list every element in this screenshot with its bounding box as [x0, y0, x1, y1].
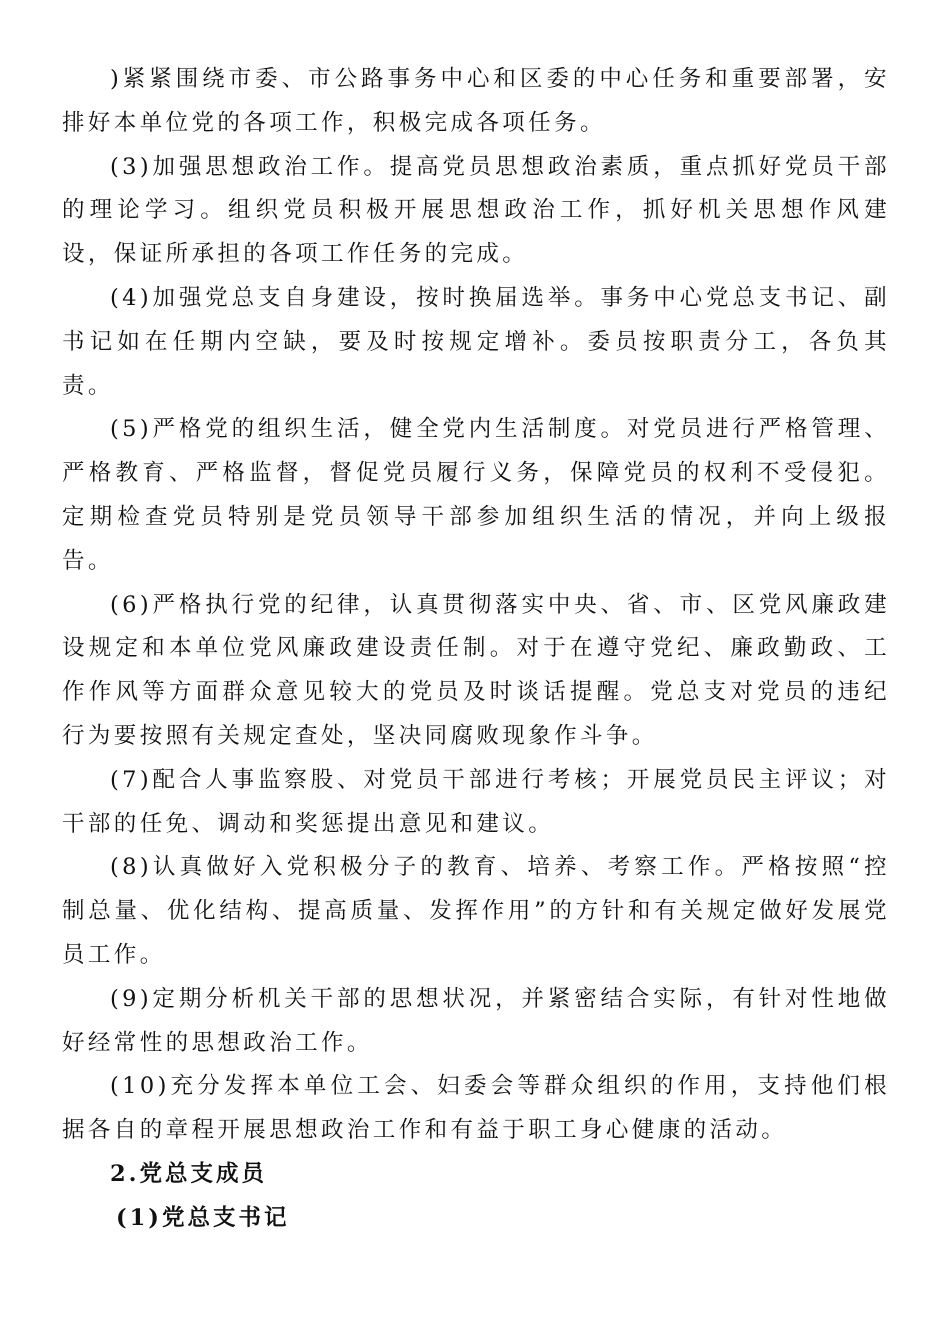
paragraph-item-7: (7)配合人事监察股、对党员干部进行考核；开展党员民主评议；对干部的任免、调动和奖惩提出意见和建议。 — [62, 766, 890, 837]
paragraph-item-9: (9)定期分析机关干部的思想状况，并紧密结合实际，有针对性地做好经常性的思想政治工作。 — [62, 985, 890, 1056]
subsection-heading: (1)党总支书记 — [116, 1204, 290, 1231]
paragraph-item-4: (4)加强党总支自身建设，按时换届选举。事务中心党总支书记、副书记如在任期内空缺，要及时按规定增补。委员按职责分工，各负其责。 — [62, 284, 890, 399]
paragraph-item-8: (8)认真做好入党积极分子的教育、培养、考察工作。严格按照“控制总量、优化结构、提高质量、发挥作用”的方针和有关规定做好发展党员工作。 — [62, 854, 890, 968]
paragraph-continuation: )紧紧围绕市委、市公路事务中心和区委的中心任务和重要部署，安排好本单位党的各项工作，积极完成各项任务。 — [62, 66, 890, 136]
document-body — [62, 58, 890, 1241]
paragraph-item-10: (10)充分发挥本单位工会、妇委会等群众组织的作用，支持他们根据各自的章程开展思想政治工作和有益于职工身心健康的活动。 — [62, 1073, 890, 1144]
paragraph-item-5: (5)严格党的组织生活，健全党内生活制度。对党员进行严格管理、严格教育、严格监督，督促党员履行义务，保障党员的权利不受侵犯。定期检查党员特别是党员领导干部参加组织生活的情况，并向上级报告。 — [62, 416, 890, 574]
paragraph-item-3: (3)加强思想政治工作。提高党员思想政治素质，重点抓好党员干部的理论学习。组织党员积极开展思想政治工作，抓好机关思想作风建设，保证所承担的各项工作任务的完成。 — [62, 153, 890, 268]
section-heading: 2.党总支成员 — [110, 1160, 267, 1187]
paragraph-item-6: (6)严格执行党的纪律，认真贯彻落实中央、省、市、区党风廉政建设规定和本单位党风廉政建设责任制。对于在遵守党纪、廉政勤政、工作作风等方面群众意见较大的党员及时谈话提醒。党总支对党员的违纪行为要按照有关规定查处，坚决同腐败现象作斗争。 — [62, 591, 890, 749]
